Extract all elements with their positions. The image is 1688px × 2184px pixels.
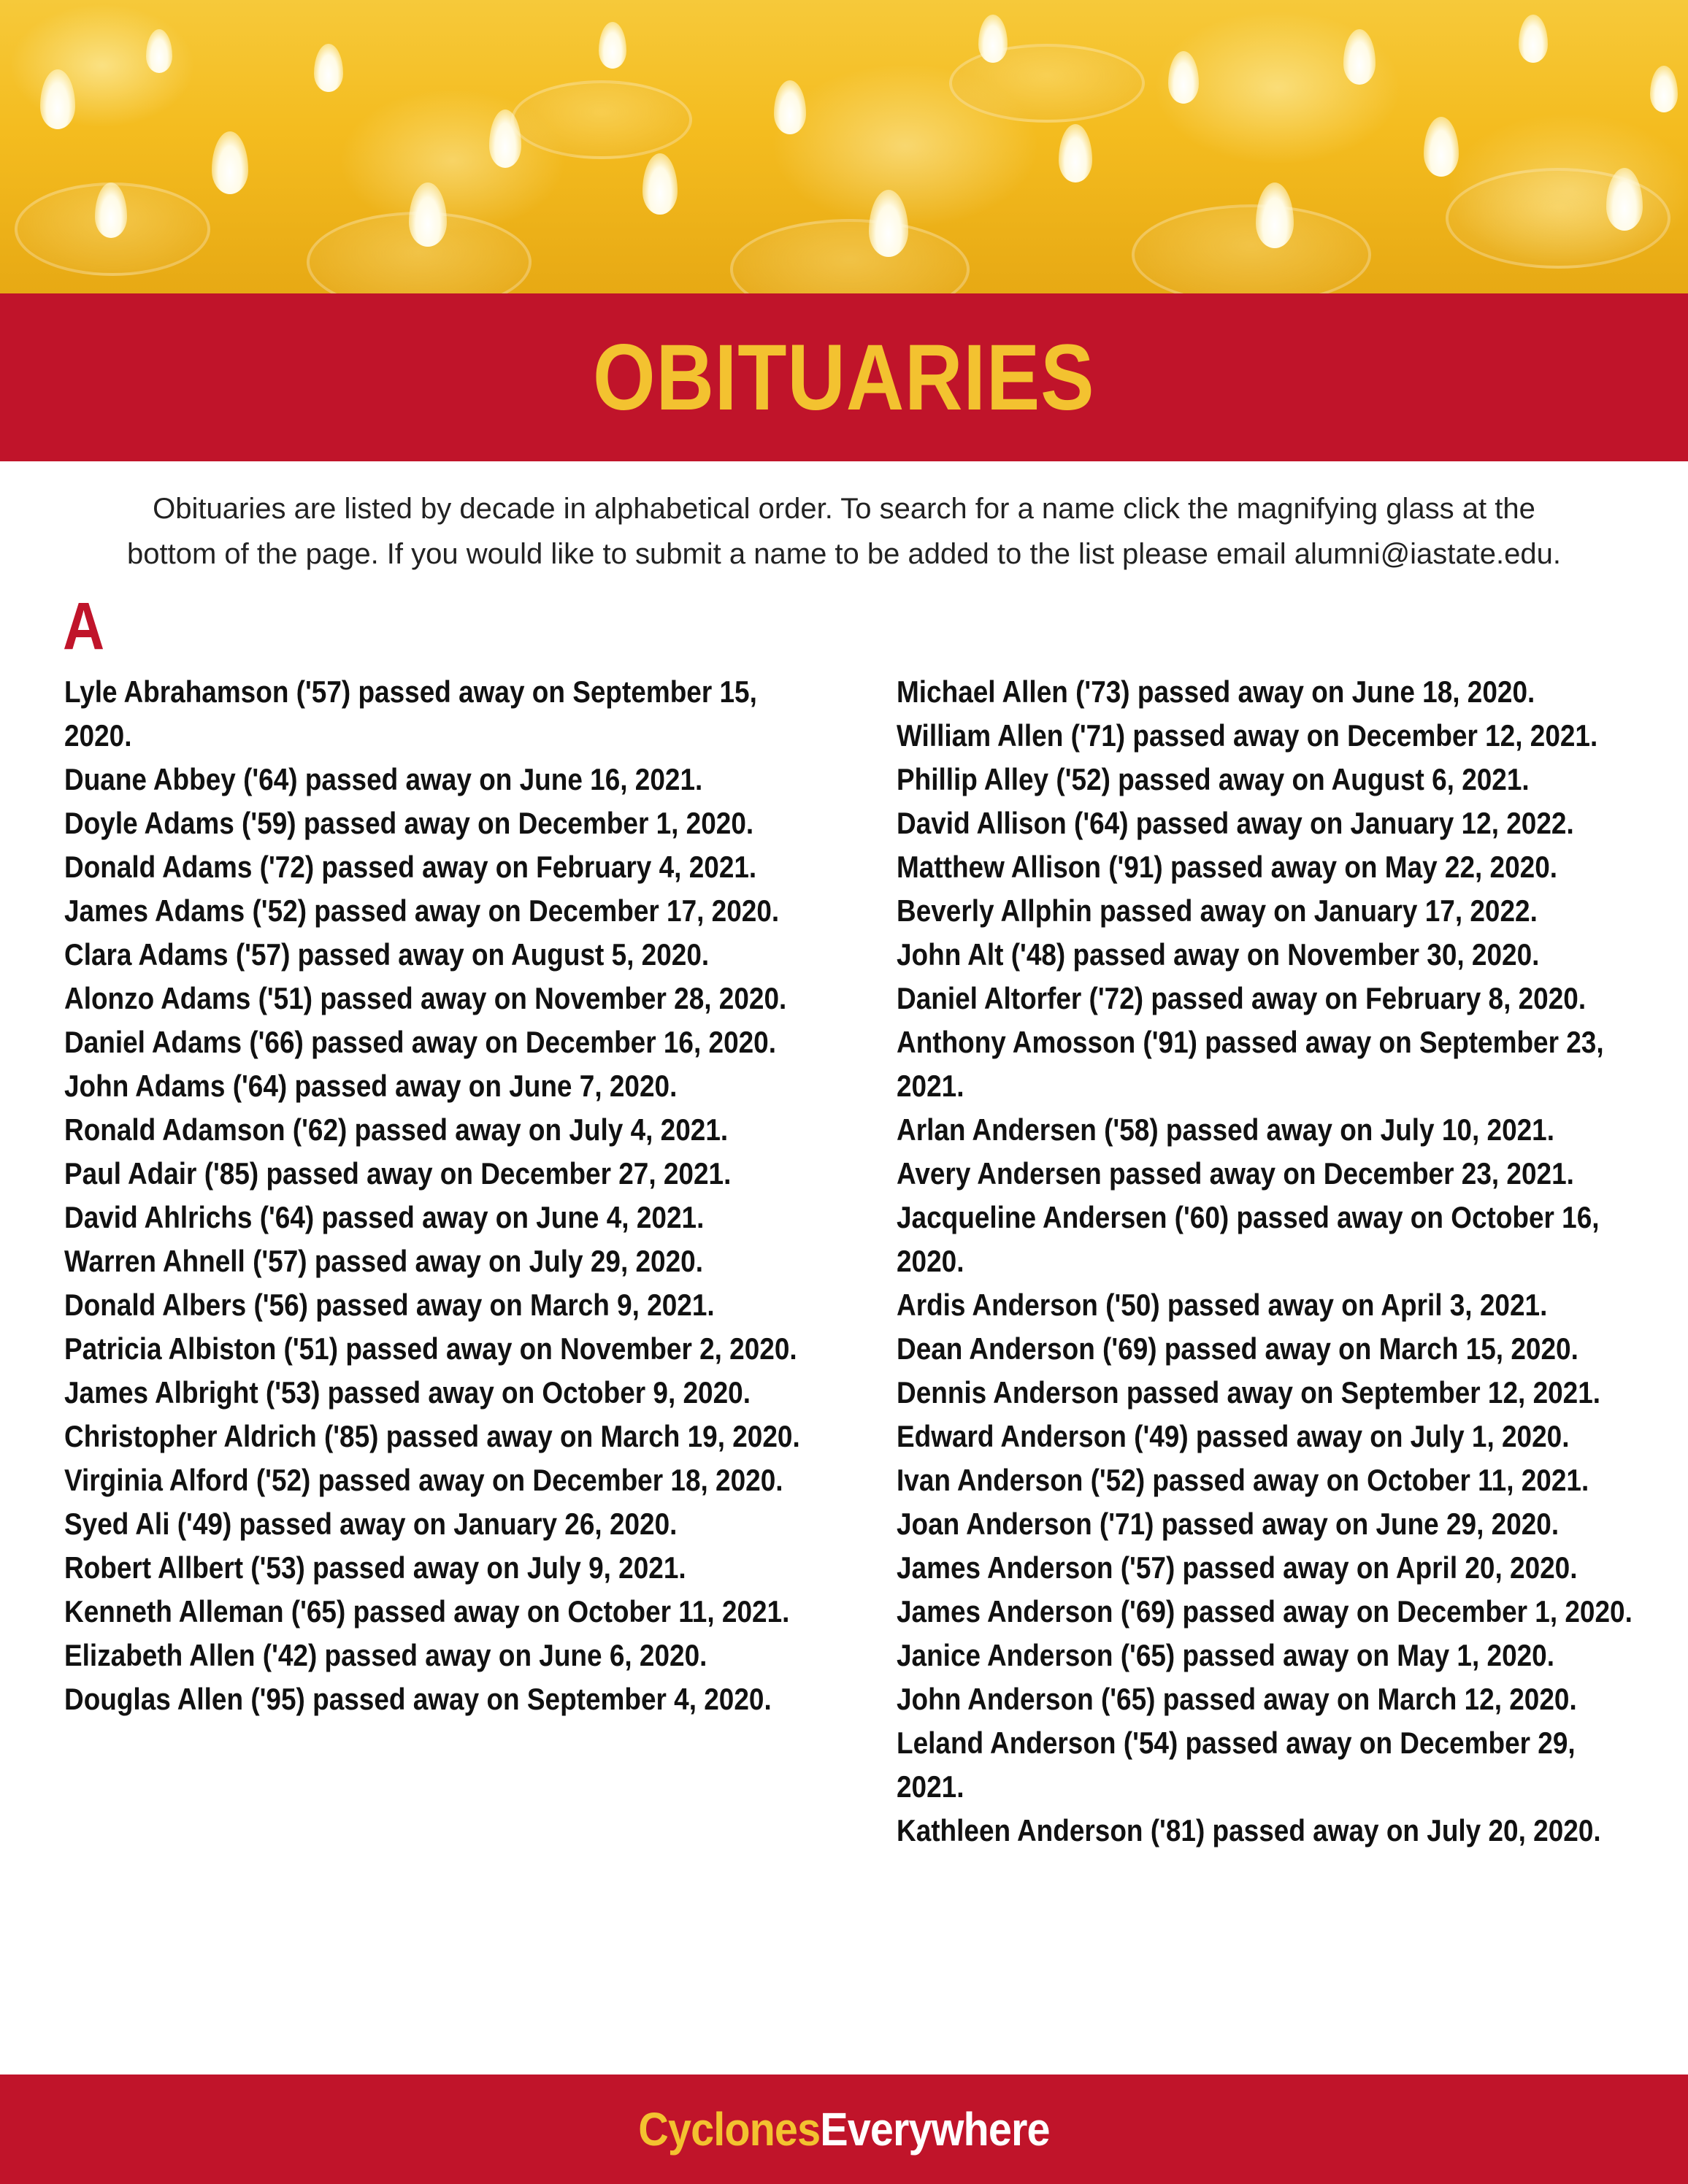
candle-flame	[642, 153, 678, 215]
cyclones-everywhere-logo[interactable]	[638, 2102, 1049, 2156]
candle-flame	[869, 190, 908, 257]
candle-flame	[978, 15, 1008, 63]
obituary-entry: Donald Albers ('56) passed away on March 9, 2021.	[64, 1288, 715, 1322]
obituary-entry: John Anderson ('65) passed away on March 12, 2020.	[897, 1682, 1577, 1716]
obituary-entry: Donald Adams ('72) passed away on February 4, 2021.	[64, 850, 757, 884]
obituary-entry: Douglas Allen ('95) passed away on September 4, 2020.	[64, 1682, 772, 1716]
obituary-entry: Alonzo Adams ('51) passed away on November 28, 2020.	[64, 981, 787, 1015]
candle-flame	[40, 69, 75, 129]
candle-cup	[949, 44, 1145, 123]
candle-flame	[1059, 124, 1092, 182]
obituary-entry: Ardis Anderson ('50) passed away on April 3, 2021.	[897, 1288, 1548, 1322]
obituary-entry: Kenneth Alleman ('65) passed away on October 11, 2021.	[64, 1594, 790, 1629]
obituary-entry: Daniel Altorfer ('72) passed away on February 8, 2020.	[897, 981, 1587, 1015]
obituary-list-left	[64, 670, 813, 1721]
obituary-entry: Patricia Albiston ('51) passed away on November 2, 2020.	[64, 1331, 797, 1366]
candle-cup	[511, 80, 692, 159]
candle-flame	[1650, 66, 1678, 112]
obituary-entry: Elizabeth Allen ('42) passed away on June 6, 2020.	[64, 1638, 707, 1672]
brand-part-2: Everywhere	[820, 2103, 1050, 2156]
candle-cup	[1132, 204, 1371, 293]
obituary-entry: Jacqueline Andersen ('60) passed away on October 16, 2020.	[897, 1200, 1600, 1278]
intro-line-1: Obituaries are listed by decade in alphabetical order. To search for a name click the magnifying glass at the	[153, 493, 1535, 525]
obituary-entry: Edward Anderson ('49) passed away on July 1, 2020.	[897, 1419, 1570, 1453]
obituary-entry: Christopher Aldrich ('85) passed away on March 19, 2020.	[64, 1419, 800, 1453]
obituary-entry: John Alt ('48) passed away on November 30, 2020.	[897, 937, 1540, 972]
obituary-entry: Joan Anderson ('71) passed away on June 29, 2020.	[897, 1507, 1560, 1541]
candle-flame	[212, 131, 248, 194]
candle-flame	[774, 80, 806, 134]
obituary-entry: Clara Adams ('57) passed away on August 5, 2020.	[64, 937, 710, 972]
brand-part-1: Cyclones	[638, 2103, 821, 2156]
obituary-list-right	[897, 670, 1645, 1853]
intro-text	[110, 486, 1578, 577]
obituary-entry: Leland Anderson ('54) passed away on December 29, 2021.	[897, 1726, 1576, 1804]
obituary-entry: David Ahlrichs ('64) passed away on June 4, 2021.	[64, 1200, 705, 1234]
obituary-entry: Phillip Alley ('52) passed away on August 6, 2021.	[897, 762, 1530, 796]
obituary-entry: Michael Allen ('73) passed away on June 18, 2020.	[897, 674, 1535, 709]
obituary-entry: John Adams ('64) passed away on June 7, 2020.	[64, 1069, 678, 1103]
obituary-entry: William Allen ('71) passed away on December 12, 2021.	[897, 718, 1598, 753]
obituary-entry: Arlan Andersen ('58) passed away on July 10, 2021.	[897, 1112, 1555, 1147]
obituary-entry: James Anderson ('57) passed away on April 20, 2020.	[897, 1550, 1578, 1585]
candle-flame	[599, 22, 626, 69]
obituary-entry: Daniel Adams ('66) passed away on December 16, 2020.	[64, 1025, 777, 1059]
obituary-entry: Warren Ahnell ('57) passed away on July 29, 2020.	[64, 1244, 703, 1278]
obituary-entry: Lyle Abrahamson ('57) passed away on September 15, 2020.	[64, 674, 757, 753]
page-title: OBITUARIES	[593, 325, 1095, 430]
obituary-entry: Janice Anderson ('65) passed away on May 1, 2020.	[897, 1638, 1555, 1672]
obituary-entry: Anthony Amosson ('91) passed away on September 23, 2021.	[897, 1025, 1604, 1103]
obituary-entry: Avery Andersen passed away on December 23, 2021.	[897, 1156, 1574, 1191]
candle-flame	[1256, 182, 1294, 248]
obituary-entry: Dean Anderson ('69) passed away on March 15, 2020.	[897, 1331, 1578, 1366]
title-band	[0, 293, 1688, 461]
candle-flame	[1343, 29, 1376, 85]
obituary-entry: Dennis Anderson passed away on September 12, 2021.	[897, 1375, 1601, 1410]
obituary-entry: Beverly Allphin passed away on January 17, 2022.	[897, 893, 1538, 928]
obituary-entry: Virginia Alford ('52) passed away on December 18, 2020.	[64, 1463, 783, 1497]
section-letter: A	[63, 589, 105, 664]
obituary-entry: Kathleen Anderson ('81) passed away on July 20, 2020.	[897, 1813, 1601, 1847]
obituary-entry: Ronald Adamson ('62) passed away on July 4, 2021.	[64, 1112, 729, 1147]
obituary-entry: James Adams ('52) passed away on December 17, 2020.	[64, 893, 780, 928]
candle-flame	[146, 29, 172, 73]
candle-banner-image	[0, 0, 1688, 293]
obituary-entry: Matthew Allison ('91) passed away on May 22, 2020.	[897, 850, 1558, 884]
obituary-entry: Duane Abbey ('64) passed away on June 16, 2021.	[64, 762, 703, 796]
candle-flame	[1424, 117, 1459, 177]
candle-cup	[730, 219, 970, 293]
footer-band	[0, 2075, 1688, 2184]
obituary-entry: David Allison ('64) passed away on January 12, 2022.	[897, 806, 1574, 840]
obituary-entry: James Albright ('53) passed away on October 9, 2020.	[64, 1375, 751, 1410]
candle-flame	[409, 182, 447, 247]
candle-flame	[1606, 168, 1643, 231]
candle-flame	[1168, 51, 1199, 104]
obituary-entry: Robert Allbert ('53) passed away on July 9, 2021.	[64, 1550, 686, 1585]
obituary-entry: Doyle Adams ('59) passed away on December 1, 2020.	[64, 806, 754, 840]
candle-flame	[314, 44, 343, 92]
obituary-entry: Ivan Anderson ('52) passed away on October 11, 2021.	[897, 1463, 1589, 1497]
intro-line-2: bottom of the page. If you would like to submit a name to be added to the list please email alumni@iastate.edu.	[127, 538, 1561, 570]
obituary-entry: Syed Ali ('49) passed away on January 26, 2020.	[64, 1507, 678, 1541]
candle-flame	[1519, 15, 1548, 63]
obituary-entry: James Anderson ('69) passed away on December 1, 2020.	[897, 1594, 1633, 1629]
obituary-entry: Paul Adair ('85) passed away on December 27, 2021.	[64, 1156, 732, 1191]
